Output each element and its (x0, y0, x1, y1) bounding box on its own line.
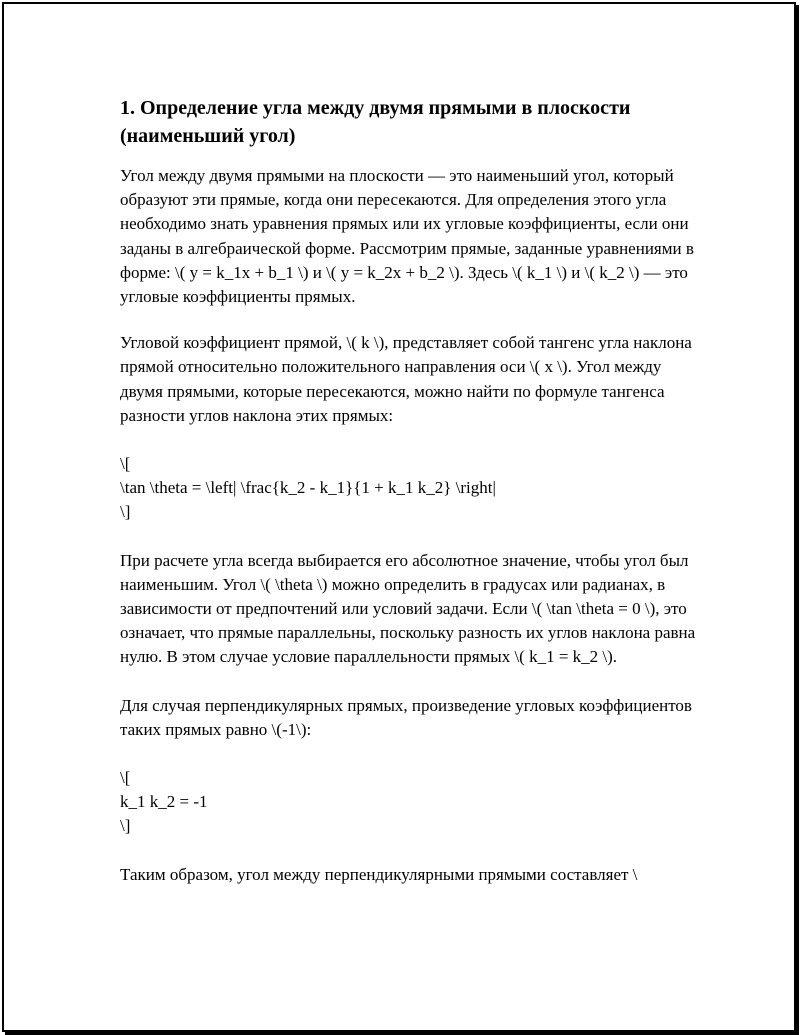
paragraph-absolute-value: При расчете угла всегда выбирается его абсолютное значение, чтобы угол был наименьшим. Угол \( \theta \) можно определить в градусах или радианах, в зависимости от предпочтений или условий задачи. Если \( \tan \theta = 0 \), это означает, что прямые параллельны, поскольку разность их углов наклона равна нулю. В этом случае условие параллельности прямых \( k_1 = k_2 \). (120, 550, 696, 667)
paragraph-definition: Угол между двумя прямыми на плоскости — это наименьший угол, который образуют эти прямые, когда они пересекаются. Для определения этого угла необходимо знать уравнения прямых или их угловые коэффициенты, если они заданы в алгебраической форме. Рассмотрим прямые, заданные уравнениями в форме: \( y = k_1x + b_1 \) и \( y = k_2x + b_2 \). Здесь \( k_1 \) и \( k_2 \) — это угловые коэффициенты прямых. (120, 166, 694, 307)
formula-perpendicular-body: k_1 k_2 = -1 (120, 792, 208, 812)
section-heading: 1. Определение угла между двумя прямыми в плоскости (наименьший угол) (120, 97, 631, 147)
formula-close-delimiter: \] (120, 502, 131, 522)
document-body (120, 94, 700, 887)
formula-perpendicular (120, 766, 700, 839)
formula-tangent-body: \tan \theta = \left| \frac{k_2 - k_1}{1 + k_1 k_2} \right| (120, 478, 496, 498)
formula-tangent (120, 452, 700, 525)
paragraph-conclusion: Таким образом, угол между перпендикулярными прямыми составляет \ (120, 864, 638, 884)
paragraph-perpendicular: Для случая перпендикулярных прямых, произведение угловых коэффициентов таких прямых равно \(-1\): (120, 695, 692, 739)
formula-open-delimiter: \[ (120, 454, 131, 474)
formula-close-delimiter: \] (120, 816, 131, 836)
paragraph-slope: Угловой коэффициент прямой, \( k \), представляет собой тангенс угла наклона прямой относительно положительного направления оси \( x \). Угол между двумя прямыми, которые пересекаются, можно найти по формуле тангенса разности углов наклона этих прямых: (120, 333, 692, 425)
document-page (2, 2, 796, 1032)
formula-open-delimiter: \[ (120, 768, 131, 788)
